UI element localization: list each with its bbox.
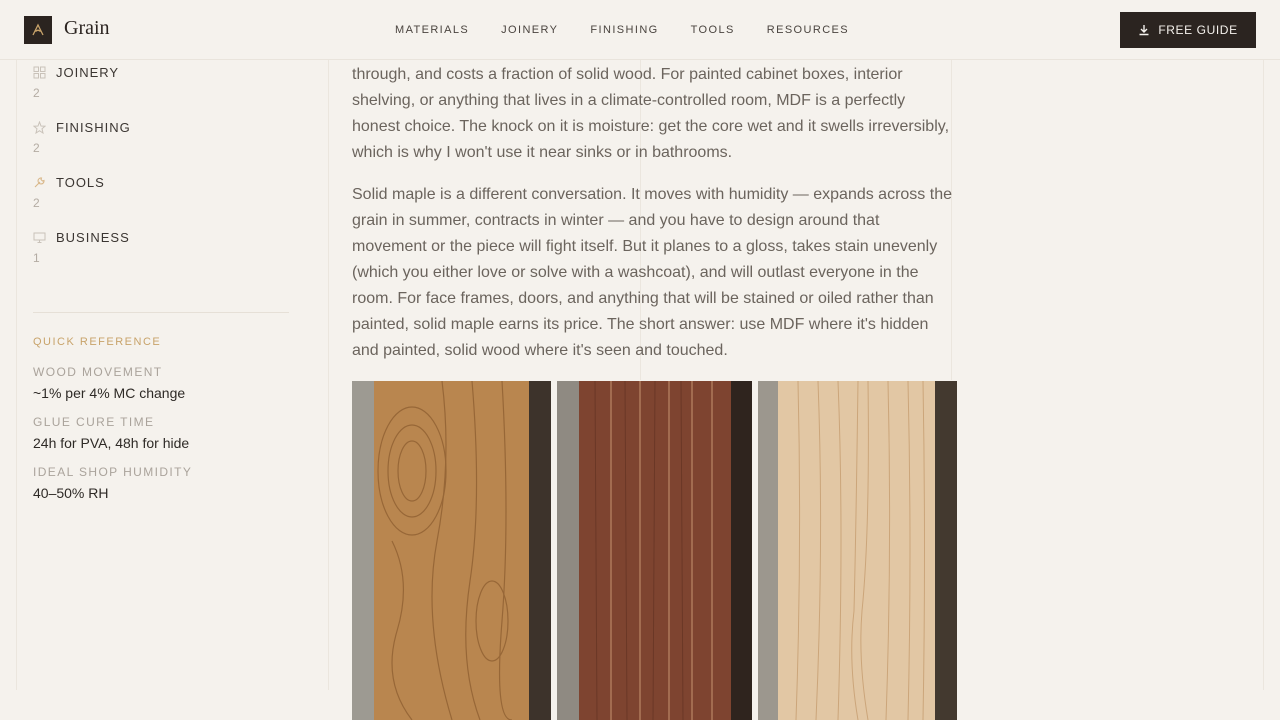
sidebar-item-label: TOOLS — [56, 175, 105, 190]
oak-plank-photo[interactable] — [352, 381, 551, 720]
article-paragraph: Solid maple is a different conversation. It moves with humidity — expands across the grain in summer, contracts in winter — and you have to design around that movement or the piece will fight itself. But it planes to a gloss, takes stain unevenly (which you either love or solve with a washcoat), and will outlast everyone in the room. For face frames, doors, and anything that will be stained or oiled rather than painted, solid maple earns its price. The short answer: use MDF where it's hidden and painted, solid wood where it's seen and touched. — [352, 186, 952, 359]
category-count: 2 — [33, 196, 40, 210]
quick-reference-label: WOOD MOVEMENT — [33, 365, 163, 379]
category-count: 2 — [33, 141, 40, 155]
nav-item-resources[interactable]: RESOURCES — [766, 24, 850, 36]
maple-plank-photo[interactable] — [758, 381, 957, 720]
sidebar-item-label: FINISHING — [56, 120, 131, 135]
quick-reference-value: ~1% per 4% MC change — [33, 385, 186, 401]
sidebar — [16, 60, 329, 690]
wood-photo-gallery — [352, 381, 957, 720]
quick-reference-title: QUICK REFERENCE — [33, 336, 162, 348]
quick-reference-item — [33, 415, 189, 451]
free-guide-label: FREE GUIDE — [1158, 23, 1238, 37]
monitor-icon — [33, 231, 46, 244]
sidebar-item-finishing[interactable] — [33, 120, 131, 155]
nav-item-tools[interactable]: TOOLS — [690, 24, 735, 36]
sidebar-item-joinery[interactable] — [33, 65, 119, 100]
sidebar-item-tools[interactable] — [33, 175, 105, 210]
download-icon — [1138, 24, 1150, 36]
star-icon — [33, 121, 46, 134]
walnut-plank-photo[interactable] — [557, 381, 752, 720]
quick-reference-label: GLUE CURE TIME — [33, 415, 155, 429]
brand-name[interactable]: Grain — [64, 17, 110, 39]
nav-item-materials[interactable]: MATERIALS — [395, 24, 470, 36]
article-body — [352, 62, 956, 380]
logo-mark[interactable] — [24, 16, 52, 44]
category-count: 1 — [33, 251, 40, 265]
sidebar-item-label: BUSINESS — [56, 230, 130, 245]
nav-item-joinery[interactable]: JOINERY — [501, 24, 559, 36]
page-border — [1263, 60, 1264, 690]
wrench-icon — [33, 176, 46, 189]
grid-icon — [33, 66, 46, 79]
quick-reference-value: 24h for PVA, 48h for hide — [33, 435, 190, 451]
sidebar-item-label: JOINERY — [56, 65, 120, 80]
top-navigation-bar — [0, 0, 1280, 60]
free-guide-button[interactable] — [1120, 12, 1256, 48]
main-nav — [395, 24, 849, 36]
category-count: 2 — [33, 86, 40, 100]
article-paragraph: through, and costs a fraction of solid wood. For painted cabinet boxes, interior shelving, or anything that lives in a climate-controlled room, MDF is a perfectly honest choice. The knock on it is moisture: get the core wet and it swells irreversibly, which is why I won't use it near sinks or in bathrooms. — [352, 66, 950, 161]
a-letter-icon — [30, 22, 46, 38]
nav-item-finishing[interactable]: FINISHING — [590, 24, 659, 36]
quick-reference-label: IDEAL SHOP HUMIDITY — [33, 465, 193, 479]
quick-reference-item — [33, 465, 192, 501]
sidebar-item-business[interactable] — [33, 230, 130, 265]
quick-reference-value: 40–50% RH — [33, 485, 109, 501]
sidebar-divider — [33, 312, 289, 313]
quick-reference-item — [33, 365, 185, 401]
